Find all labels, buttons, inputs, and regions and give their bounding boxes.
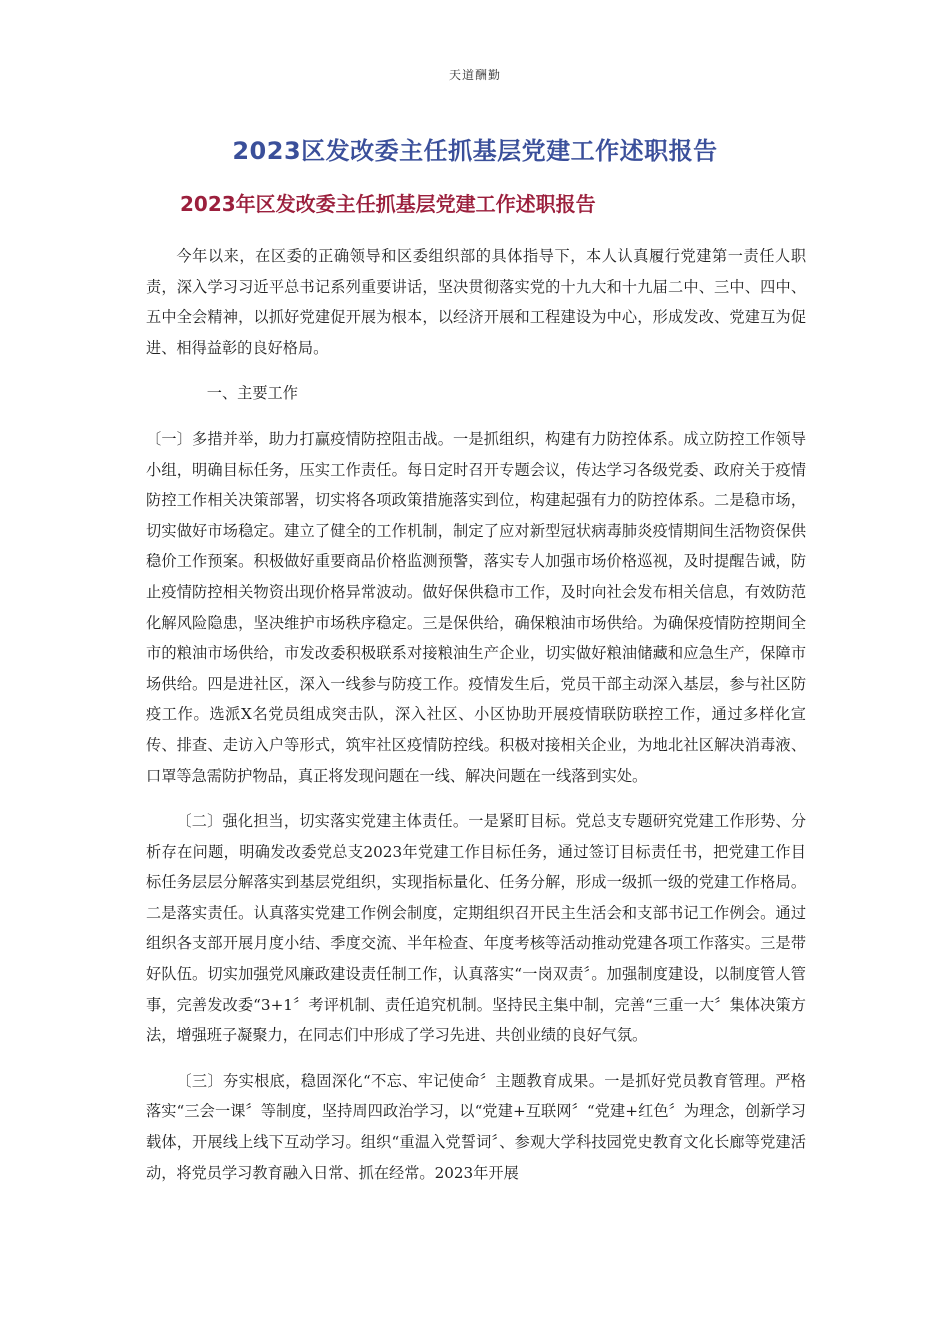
section-heading: 一、主要工作 [206,384,298,403]
intro-paragraph: 今年以来，在区委的正确领导和区委组织部的具体指导下，本人认真履行党建第一责任人职责，深入学习习近平总书记系列重要讲话，坚决贯彻落实党的十九大和十九届二中、三中、四中、五中全会精神，以抓好党建促开展为根本，以经济开展和工程建设为中心，形成发改、党建互为促进、相得益彰的良好格局。 [146,247,806,357]
document-title: 2023区发改委主任抓基层党建工作述职报告 [232,137,718,165]
document-body [146,226,806,1188]
page-header: 天道酬勤 [448,68,501,82]
paragraph-section-1: 〔一〕多措并举，助力打赢疫情防控阻击战。一是抓组织，构建有力防控体系。成立防控工作领导小组，明确目标任务，压实工作责任。每日定时召开专题会议，传达学习各级党委、政府关于疫情防控工作相关决策部署，切实将各项政策措施落实到位，构建起强有力的防控体系。二是稳市场，切实做好市场稳定。建立了健全的工作机制，制定了应对新型冠状病毒肺炎疫情期间生活物资保供稳价工作预案。积极做好重要商品价格监测预警，落实专人加强市场价格巡视，及时提醒告诫，防止疫情防控相关物资出现价格异常波动。做好保供稳市工作，及时向社会发布相关信息，有效防范化解风险隐患，坚决维护市场秩序稳定。三是保供给，确保粮油市场供给。为确保疫情防控期间全市的粮油市场供给，市发改委积极联系对接粮油生产企业，切实做好粮油储藏和应急生产，保障市场供给。四是进社区，深入一线参与防疫工作。疫情发生后，党员干部主动深入基层，参与社区防疫工作。选派X名党员组成突击队，深入社区、小区协助开展疫情联防联控工作，通过多样化宣传、排查、走访入户等形式，筑牢社区疫情防控线。积极对接相关企业，为地北社区解决消毒液、口罩等急需防护物品，真正将发现问题在一线、解决问题在一线落到实处。 [146,429,806,785]
paragraph-section-2: 〔二〕强化担当，切实落实党建主体责任。一是紧盯目标。党总支专题研究党建工作形势、分析存在问题，明确发改委党总支2023年党建工作目标任务，通过签订目标责任书，把党建工作目标任务层层分解落实到基层党组织，实现指标量化、任务分解，形成一级抓一级的党建工作格局。二是落实责任。认真落实党建工作例会制度，定期组织召开民主生活会和支部书记工作例会。通过组织各支部开展月度小结、季度交流、半年检查、年度考核等活动推动党建各项工作落实。三是带好队伍。切实加强党风廉政建设责任制工作，认真落实“一岗双责〞。加强制度建设，以制度管人管事，完善发改委“3+1〞考评机制、责任追究机制。坚持民主集中制，完善“三重一大〞集体决策方法，增强班子凝聚力，在同志们中形成了学习先进、共创业绩的良好气氛。 [146,812,806,1045]
document-subtitle: 2023年区发改委主任抓基层党建工作述职报告 [180,192,596,216]
paragraph-section-3: 〔三〕夯实根底，稳固深化“不忘、牢记使命〞主题教育成果。一是抓好党员教育管理。严格落实“三会一课〞等制度，坚持周四政治学习，以“党建+互联网〞“党建+红色〞为理念，创新学习载体，开展线上线下互动学习。组织“重温入党誓词〞、参观大学科技园党史教育文化长廊等党建活动，将党员学习教育融入日常、抓在经常。2023年开展 [146,1071,806,1182]
